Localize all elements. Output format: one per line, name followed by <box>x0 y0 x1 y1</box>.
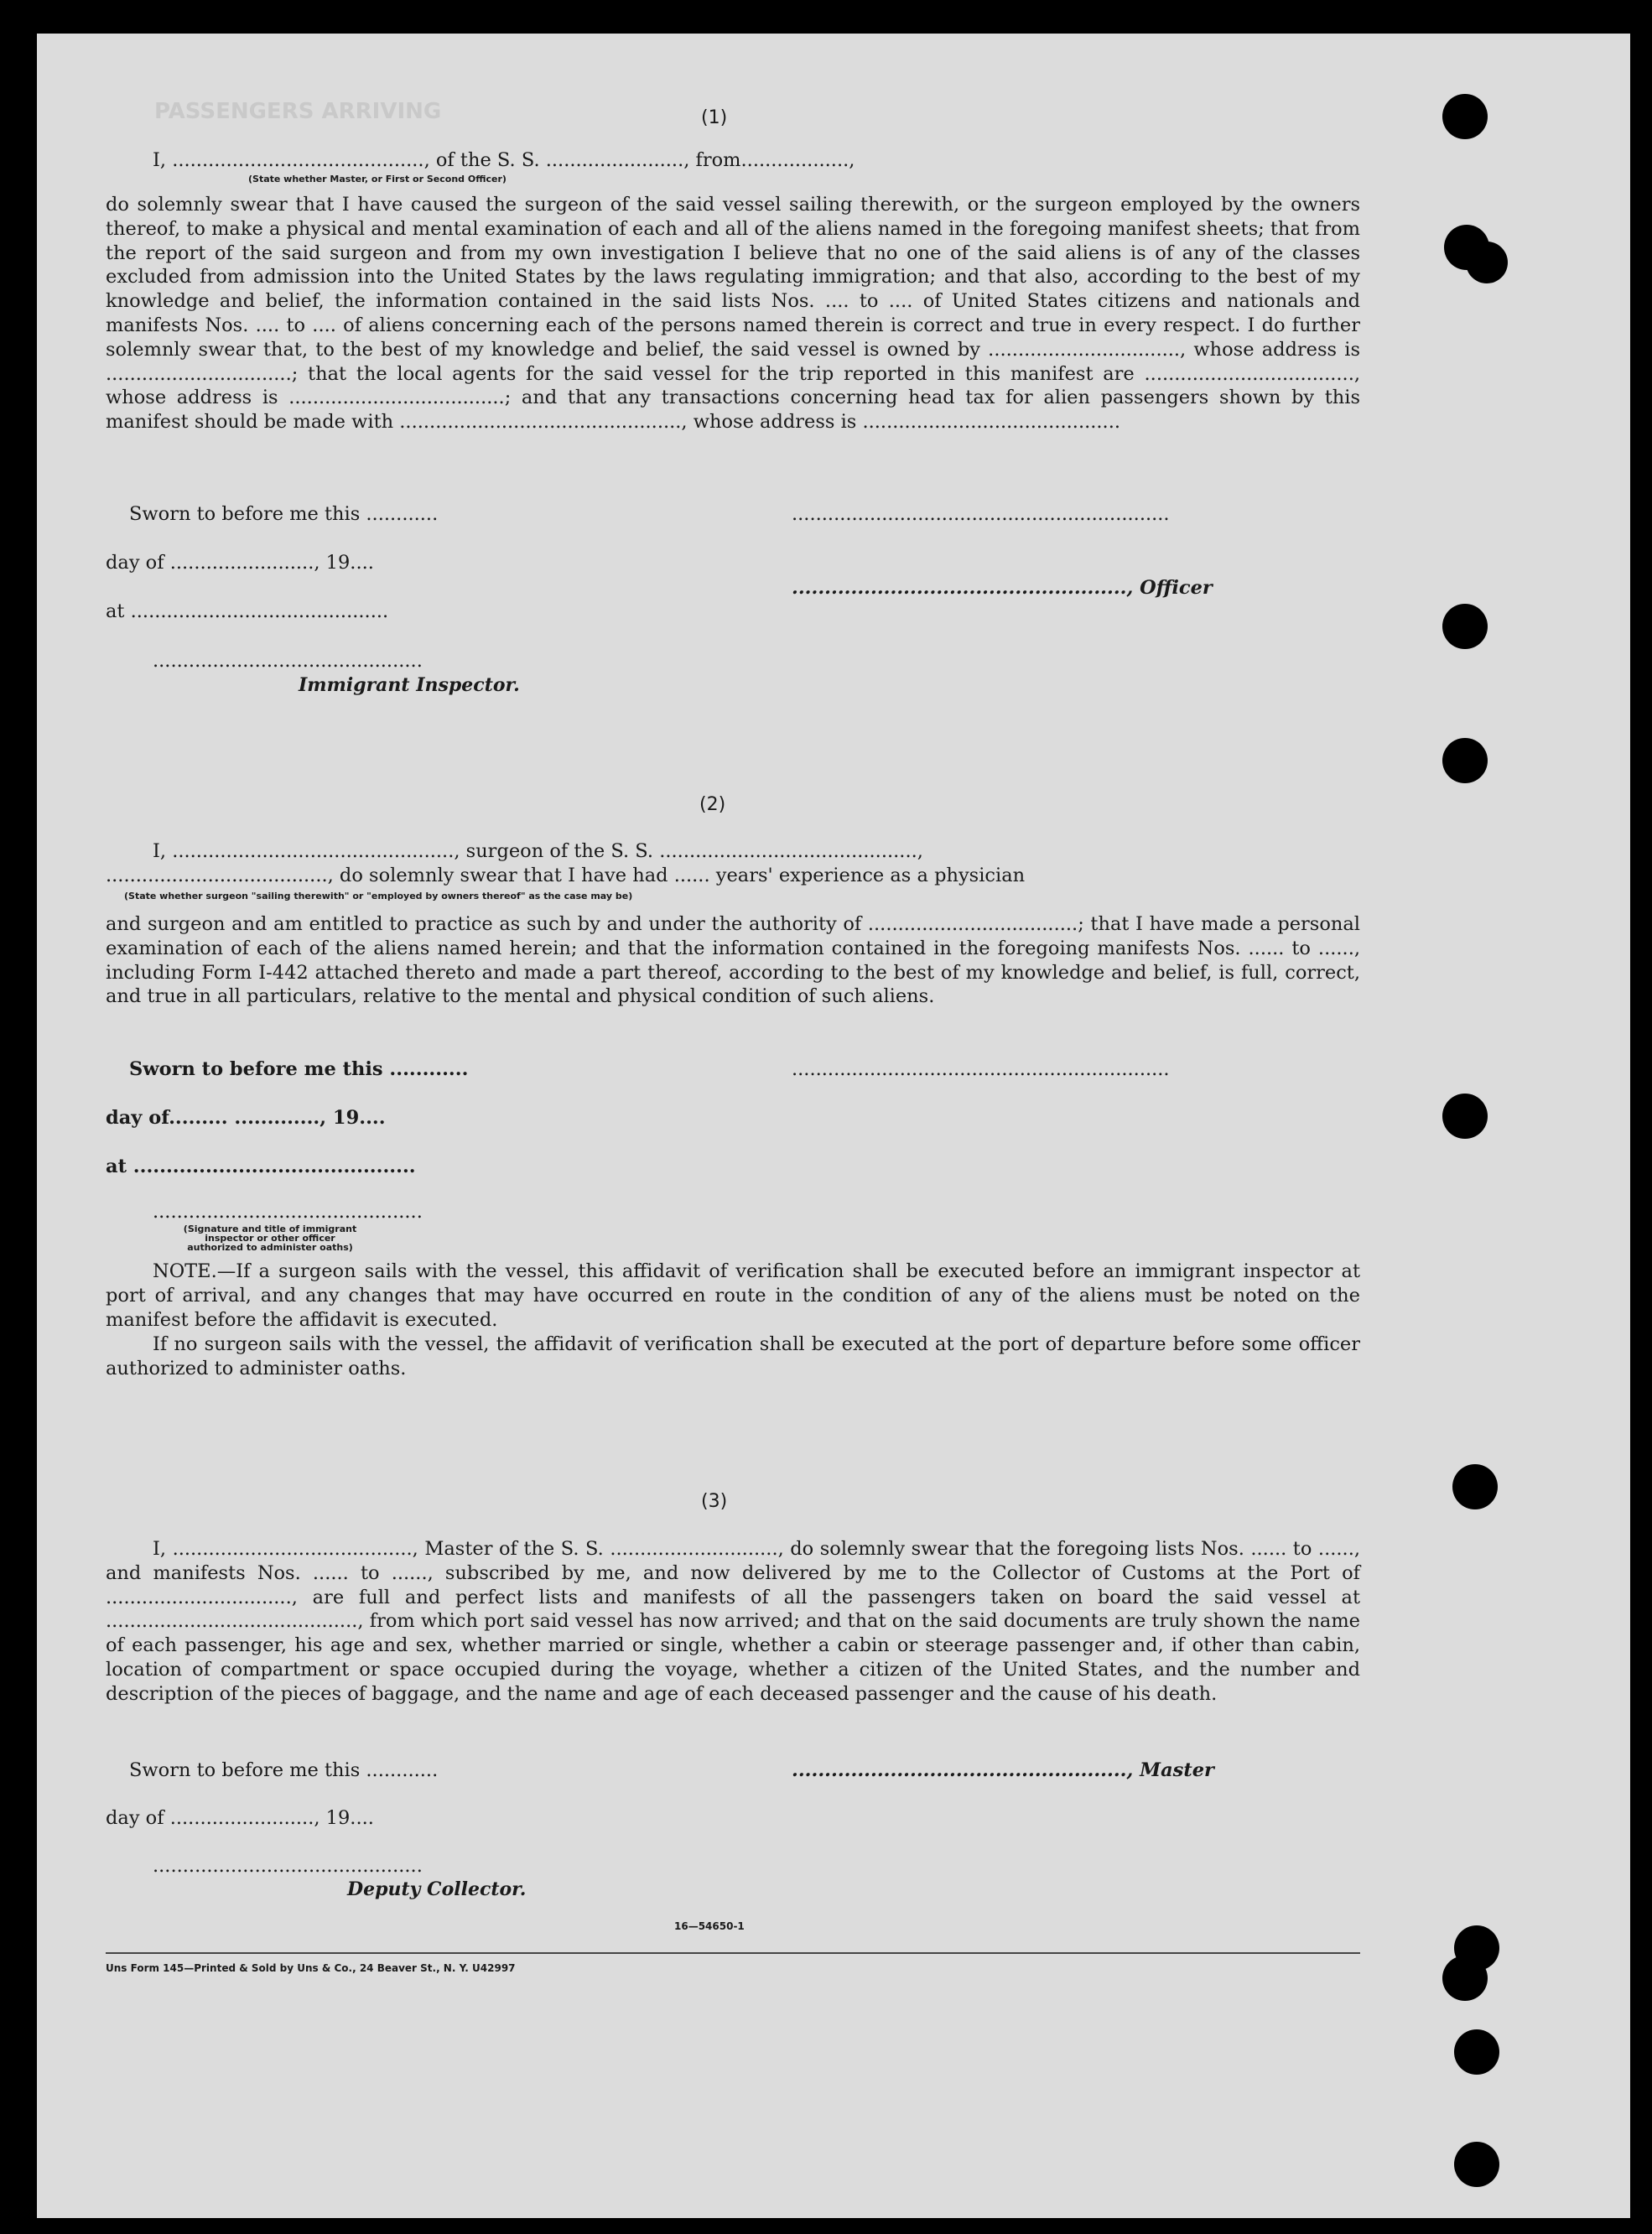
section-3-number: (3) <box>701 1491 728 1512</box>
section-1-signature-line: ............................................................... <box>792 503 1170 525</box>
faded-header-text: PASSENGERS ARRIVING <box>154 99 442 124</box>
section-1-day-line: day of ........................, 19.... <box>106 552 374 574</box>
section-2-opening-line: I, ..............................................., surgeon of the S. S. ..........................................., <box>153 840 923 862</box>
binder-hole-icon <box>1466 242 1508 283</box>
binder-hole-icon <box>1452 1464 1498 1509</box>
section-1-inspector-signature-line: ............................................. <box>153 650 423 672</box>
section-2-note-departure: If no surgeon sails with the vessel, the affidavit of verification shall be executed at the port of departure before some officer authorized to administer oaths. <box>106 1333 1360 1379</box>
section-3-master-signature-line: ..................................................., Master <box>792 1759 1214 1781</box>
section-2-signature-note: (Signature and title of immigrant inspector or other officer authorized to administer oaths) <box>183 1224 357 1253</box>
section-1-at-line: at ........................................... <box>106 600 389 622</box>
printer-imprint: Uns Form 145—Printed & Sold by Uns & Co., 24 Beaver St., N. Y. U42997 <box>106 1962 516 1974</box>
section-2-day-line: day of......... ............., 19.... <box>106 1107 386 1129</box>
binder-hole-icon <box>1442 604 1488 649</box>
binder-hole-icon <box>1454 2142 1499 2187</box>
form-code: 16—54650-1 <box>674 1920 745 1932</box>
section-3-sworn-line: Sworn to before me this ............ <box>129 1759 439 1781</box>
section-3-day-line: day of ........................, 19.... <box>106 1807 374 1829</box>
binder-hole-icon <box>1442 1094 1488 1139</box>
binder-hole-icon <box>1442 94 1488 139</box>
section-2-oath-text: and surgeon and am entitled to practice as such by and under the authority of ...................................; that I have made a personal examination of each of the aliens named herein; and that the information contained in the foregoing manifests Nos. ...... to ......, including Form I-442 attached thereto and made a part thereof, according to the best of my knowledge and belief, is full, correct, and true in all particulars, relative to the mental and physical condition of such aliens. <box>106 913 1360 1008</box>
section-2-signature-line: ............................................................... <box>792 1058 1170 1080</box>
section-2-sworn-line: Sworn to before me this ............ <box>129 1058 469 1080</box>
section-3-collector-caption: Deputy Collector. <box>347 1878 527 1900</box>
section-1-officer-signature-line: ..................................................., Officer <box>792 577 1213 599</box>
section-1-number: (1) <box>701 107 728 128</box>
section-1-inspector-caption: Immigrant Inspector. <box>299 674 520 696</box>
section-2-note: NOTE.—If a surgeon sails with the vessel, this affidavit of verification shall be executed before an immigrant inspector at port of arrival, and any changes that may have occurred en route in the condition of any of the aliens must be noted on the manifest before the affidavit is executed. <box>106 1260 1360 1331</box>
footer-divider <box>106 1952 1360 1954</box>
section-2-inspector-signature-line: ............................................. <box>153 1201 423 1223</box>
section-1-sworn-line: Sworn to before me this ............ <box>129 503 439 525</box>
section-1-oath-text: do solemnly swear that I have caused the surgeon of the said vessel sailing therewith, or the surgeon employed by the owners thereof, to make a physical and mental examination of each and all of the aliens named in the foregoing manifest sheets; that from the report of the said surgeon and from my own investigation I believe that no one of the said aliens is of any of the classes excluded from admission into the United States by the laws regulating immigration; and that also, according to the best of my knowledge and belief, the information contained in the said lists Nos. .... to .... of United States citizens and nationals and manifests Nos. .... to .... of aliens concerning each of the persons named therein is correct and true in every respect. I do further solemnly swear that, to the best of my knowledge and belief, the said vessel is owned by ................................, whose address is ...............................; that the local agents for the said vessel for the trip reported in this manifest are ..................................., whose address is ....................................; and that any transactions concerning head tax for alien passengers shown by this manifest should be made with ..............................................., whose address is ........................................... <box>106 194 1360 434</box>
section-1-officer-note: (State whether Master, or First or Second Officer) <box>248 174 507 184</box>
binder-hole-icon <box>1442 1956 1488 2001</box>
section-1-opening-line: I, .........................................., of the S. S. ......................., from.................., <box>153 149 855 171</box>
binder-hole-icon <box>1454 2029 1499 2075</box>
section-3-collector-signature-line: ............................................. <box>153 1855 423 1877</box>
binder-hole-icon <box>1442 738 1488 783</box>
section-2-surgeon-note: (State whether surgeon "sailing therewith" or "employed by owners thereof" as the case may be) <box>124 891 633 901</box>
form-page <box>37 34 1630 2218</box>
section-3-oath-text: I, ........................................, Master of the S. S. ............................, do solemnly swear that the foregoing lists Nos. ...... to ......, and manifests Nos. ...... to ......, subscribed by me, and now delivered by me to the Collector of Customs at the Port of ..............................., are full and perfect lists and manifests of all the passengers taken on board the said vessel at .........................................., from which port said vessel has now arrived; and that on the said documents are truly shown the name of each passenger, his age and sex, whether married or single, whether a cabin or steerage passenger and, if other than cabin, location of compartment or space occupied during the voyage, whether a citizen of the United States, and the number and description of the pieces of baggage, and the name and age of each deceased passenger and the cause of his death. <box>106 1538 1360 1705</box>
section-2-experience-line: ....................................., do solemnly swear that I have had ...... years' experience as a physician <box>106 865 1026 886</box>
section-2-number: (2) <box>699 794 726 815</box>
section-2-at-line: at ........................................... <box>106 1156 416 1177</box>
